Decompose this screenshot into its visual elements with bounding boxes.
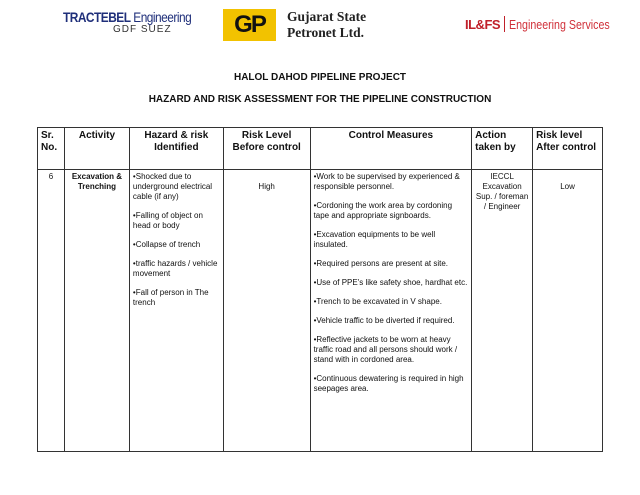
gspl-logo xyxy=(223,9,366,41)
header-control-measures: Control Measures xyxy=(310,128,472,170)
hazard-item: • Fall of person in The trench xyxy=(133,288,220,308)
tractebel-name: TRACTEBEL xyxy=(63,9,131,25)
hazard-item: • Falling of object on head or body xyxy=(133,211,220,231)
control-item: • Required persons are present at site. xyxy=(314,259,469,269)
cell-controls xyxy=(310,170,472,452)
header-risk-before: Risk Level Before control xyxy=(223,128,310,170)
ilfs-logo xyxy=(465,16,632,32)
control-item: • Reflective jackets to be worn at heavy traffic road and all persons should work / stand with in cordoned area. xyxy=(314,335,469,365)
control-item: • Use of PPE's like safety shoe, hardhat etc. xyxy=(314,278,469,288)
project-title: HALOL DAHOD PIPELINE PROJECT xyxy=(233,72,407,83)
ilfs-name: IL&FS xyxy=(465,16,501,32)
cell-action-by: IECCL Excavation Sup. / foreman / Engineer xyxy=(472,170,533,452)
cell-hazards xyxy=(129,170,223,452)
control-item: • Trench to be excavated in V shape. xyxy=(314,297,469,307)
control-item: • Excavation equipments to be well insulated. xyxy=(314,230,469,250)
control-item: • Work to be supervised by experienced & responsible personnel. xyxy=(314,172,469,192)
hazard-item: • Shocked due to underground electrical cable (if any) xyxy=(133,172,220,202)
header-activity: Activity xyxy=(64,128,129,170)
header-hazard: Hazard & risk Identified xyxy=(129,128,223,170)
gp-mark: GP xyxy=(223,9,276,41)
cell-sr: 6 xyxy=(38,170,65,452)
logo-divider xyxy=(504,16,505,32)
document-title: HAZARD AND RISK ASSESSMENT FOR THE PIPELINE CONSTRUCTION xyxy=(148,94,492,105)
tractebel-suffix: Engineering xyxy=(133,9,192,25)
gdf-suez-text: GDF SUEZ xyxy=(113,24,172,35)
hazard-item: • traffic hazards / vehicle movement xyxy=(133,259,220,279)
cell-risk-before: High xyxy=(223,170,310,452)
control-item: • Cordoning the work area by cordoning tape and appropriate signboards. xyxy=(314,201,469,221)
table-header-row xyxy=(38,128,603,170)
gspl-line1: Gujarat State xyxy=(287,9,367,24)
table-row xyxy=(38,170,603,452)
hazard-item: • Collapse of trench xyxy=(133,240,220,250)
cell-risk-after: Low xyxy=(533,170,603,452)
control-item: • Vehicle traffic to be diverted if required. xyxy=(314,316,469,326)
gspl-line2: Petronet Ltd. xyxy=(287,25,364,40)
ilfs-suffix: Engineering Services xyxy=(509,16,610,32)
hazard-risk-table xyxy=(37,127,603,452)
header-action-by: Action taken by xyxy=(472,128,533,170)
header-risk-after: Risk level After control xyxy=(533,128,603,170)
control-item: • Continuous dewatering is required in high seepages area. xyxy=(314,374,469,394)
header-sr-no: Sr. No. xyxy=(38,128,65,170)
cell-activity: Excavation & Trenching xyxy=(64,170,129,452)
tractebel-logo xyxy=(63,9,214,35)
